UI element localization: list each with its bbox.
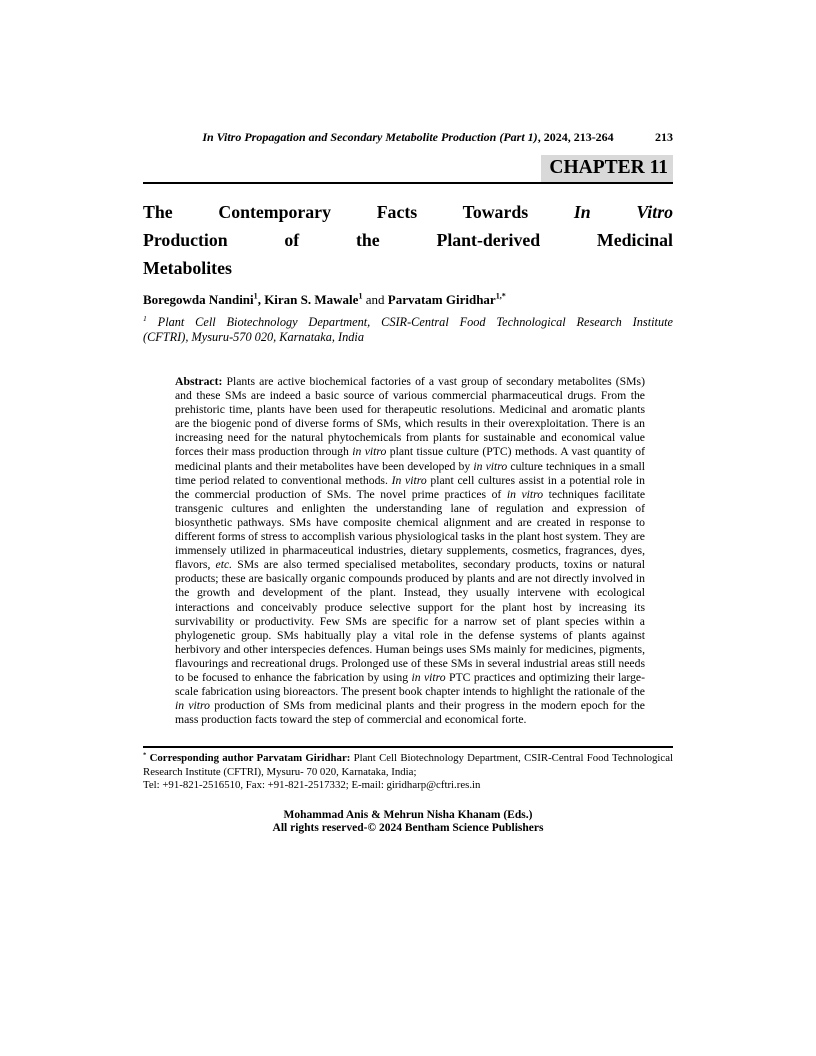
corresponding-author-text: * Corresponding author Parvatam Giridhar: Plant Cell Biotechnology Department, CSIR-Central Food Technological Research Institute (CFTRI), Mysuru- 70 020, Karnataka, India; Tel: +91-821-2516510, Fax: +91-821-2517332; E-mail: xyxy=(143,751,673,791)
page-number: 213 xyxy=(655,130,673,144)
abstract-paragraph: Abstract: Plants are active biochemical factories of a vast group of secondary metabolites (SMs) and these SMs are indeed a basic source of various commercial pharmaceutical drugs. From the prehistoric time, plants have been used for therapeutic resolutions. Medicinal and aromatic plants are the biogenic pond of diverse forms of SMs, which results in their overexploitation. There is an increasing need for the natural phytochemicals from plants for sustainable and economical value forces their mass production through in vitro plant tissue culture (PTC) methods. A vast quantity of medicinal plants and their metabolites have been developed by in vitro culture techniques in a small time period related to conventional methods. In vitro plant cell cultures assist in a potential role in the commercial production of SMs. The novel prime practices of in vitro techniques facilitate transgenic cultures and enlighten the understanding lane of regulation and expression of biosynthetic pathways. SMs have composite chemical alignment and are created in response to different forms of stress to accomplish various physiological tasks in the plant host system. They are immensely utilized in pharmaceutical industries, dietary supplements, cosmetics, fragrances, dyes, flavors, etc. SMs are also termed specialised metabolites, secondary products, toxins or natural products; these are basically organic compounds produced by plants and are not directly involved in the growth and development of the plant. Instead, they usually intervene with ecological interactions and conceivably produce selective support for the plant host by increasing its survivability or productivity. Few SMs are specific for a narrow set of plant species within a phylogenetic group. SMs habitually play a vital role in the defense systems of plants against herbivory and other interspecies defences. Human beings uses SMs mainly for medicines, pigments, flavourings and recreational drugs. Prolonged use of these SMs in several industrial areas still needs to be focused to enhance the fabrication by using in vitro PTC practices and optimizing their large-scale fabrication using bioreactors. The present book chapter intends to highlight the rationale of the in vitro production of SMs from medicinal plants and their progress in the modern epoch for the mass production facts toward the step of commercial and economical forte. xyxy=(175,375,646,727)
book-citation: In Vitro Propagation and Secondary Metabolite Production (Part 1), 2024, 213-264 xyxy=(202,130,614,144)
chapter-title: The Contemporary Facts Towards In Vitro Production of the Plant-derived Medicinal Metabolites xyxy=(143,202,674,278)
chapter-row xyxy=(143,155,673,184)
corresponding-author-note xyxy=(143,752,673,792)
chapter-badge: CHAPTER 11 xyxy=(541,155,673,182)
running-header xyxy=(143,130,673,144)
authors-line: Boregowda Nandini$^1$, Kiran S. Mawale$^1$ and Parvatam Giridhar$^{1,*}$ xyxy=(143,291,506,307)
editors-line: Mohammad Anis & Mehrun Nisha Khanam (Eds.) xyxy=(283,808,533,821)
footnote-rule xyxy=(143,746,673,748)
email-text[interactable]: giridharp@cftri.res.in xyxy=(386,778,481,791)
affiliation: $^1$ Plant Cell Biotechnology Department, CSIR-Central Food Technological Research Institute (CFTRI), Mysuru-570 020, Karnataka, India xyxy=(143,313,673,344)
copyright-line: All rights reserved-© 2024 Bentham Science Publishers xyxy=(272,822,544,835)
text-column xyxy=(143,0,673,836)
publisher-credits xyxy=(143,809,673,836)
